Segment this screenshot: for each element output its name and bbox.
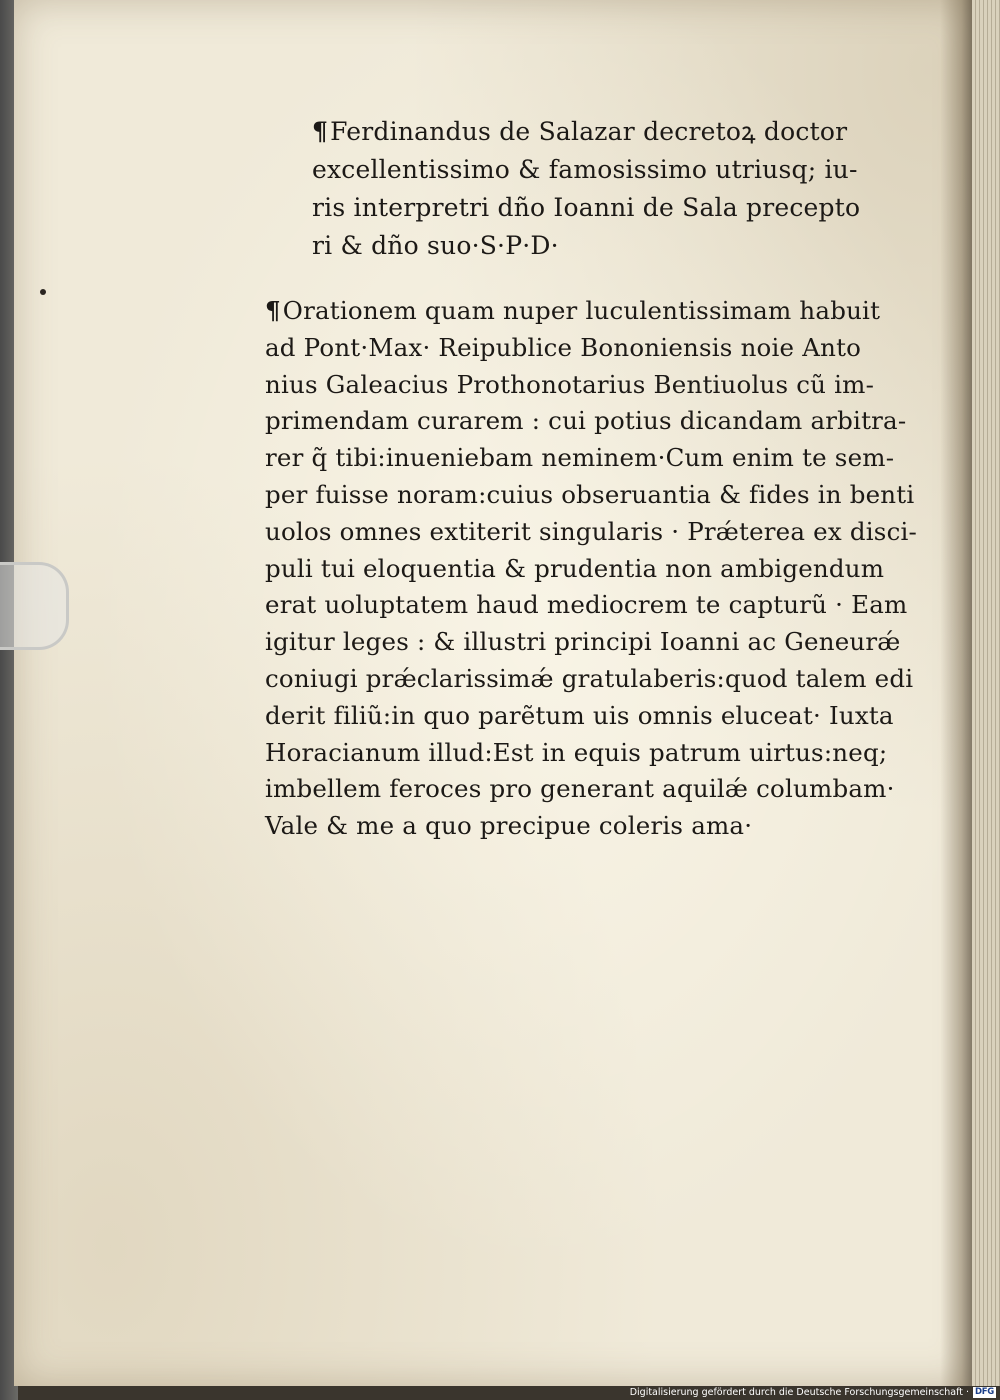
letter-line: igitur leges : & illustri principi Ioanni ac Geneurǽ bbox=[265, 627, 901, 657]
page-clip bbox=[0, 562, 69, 650]
dedication-line: ri & dño suo·S·P·D· bbox=[312, 231, 559, 260]
letter-paragraph bbox=[265, 293, 918, 845]
dedication-line: ris interpretri dño Ioanni de Sala precepto bbox=[312, 193, 861, 222]
pilcrow-icon: ¶ bbox=[265, 296, 281, 325]
pilcrow-icon: ¶ bbox=[312, 117, 329, 146]
letter-line: nius Galeacius Prothonotarius Bentiuolus cũ im- bbox=[265, 369, 875, 399]
letter-line: ¶Orationem quam nuper luculentissimam habuit bbox=[265, 296, 881, 325]
dedication-line: ¶Ferdinandus de Salazar decretoꝝ doctor bbox=[312, 117, 848, 146]
letter-line: derit filiũ:in quo parẽtum uis omnis eluceat· Iuxta bbox=[265, 700, 894, 730]
letter-line: primendam curarem : cui potius dicandam arbitra- bbox=[265, 406, 907, 436]
gutter-shadow bbox=[940, 0, 976, 1386]
stacked-page-edges bbox=[972, 0, 1000, 1386]
letter-line: Horacianum illud:Est in equis patrum uirtus:neq; bbox=[265, 737, 888, 767]
letter-line: imbellem feroces pro generant aquilǽ columbam· bbox=[265, 774, 895, 804]
dedication-line: excellentissimo & famosissimo utriusq; iu- bbox=[312, 155, 858, 184]
letter-line: puli tui eloquentia & prudentia non ambigendum bbox=[265, 553, 885, 583]
letter-line: erat uoluptatem haud mediocrem te capturũ · Eam bbox=[265, 590, 908, 620]
digitization-credit bbox=[630, 1386, 996, 1398]
credit-text: Digitalisierung gefördert durch die Deutsche Forschungsgemeinschaft · bbox=[629, 1386, 970, 1398]
letter-line: Vale & me a quo precipue coleris ama· bbox=[265, 811, 753, 841]
dedication-paragraph bbox=[312, 113, 861, 265]
letter-line: uolos omnes extiterit singularis · Prǽterea ex disci- bbox=[265, 516, 918, 546]
letter-line: per fuisse noram:cuius obseruantia & fides in benti bbox=[265, 479, 915, 509]
letter-line: coniugi prǽclarissimǽ gratulaberis:quod talem edi bbox=[265, 663, 914, 693]
dfg-logo: DFG bbox=[975, 1386, 994, 1397]
ink-speck bbox=[40, 289, 46, 295]
letter-line: rer q̃ tibi:inueniebam neminem·Cum enim te sem- bbox=[265, 443, 895, 473]
letter-line: ad Pont·Max· Reipublice Bononiensis noie Anto bbox=[265, 332, 862, 362]
